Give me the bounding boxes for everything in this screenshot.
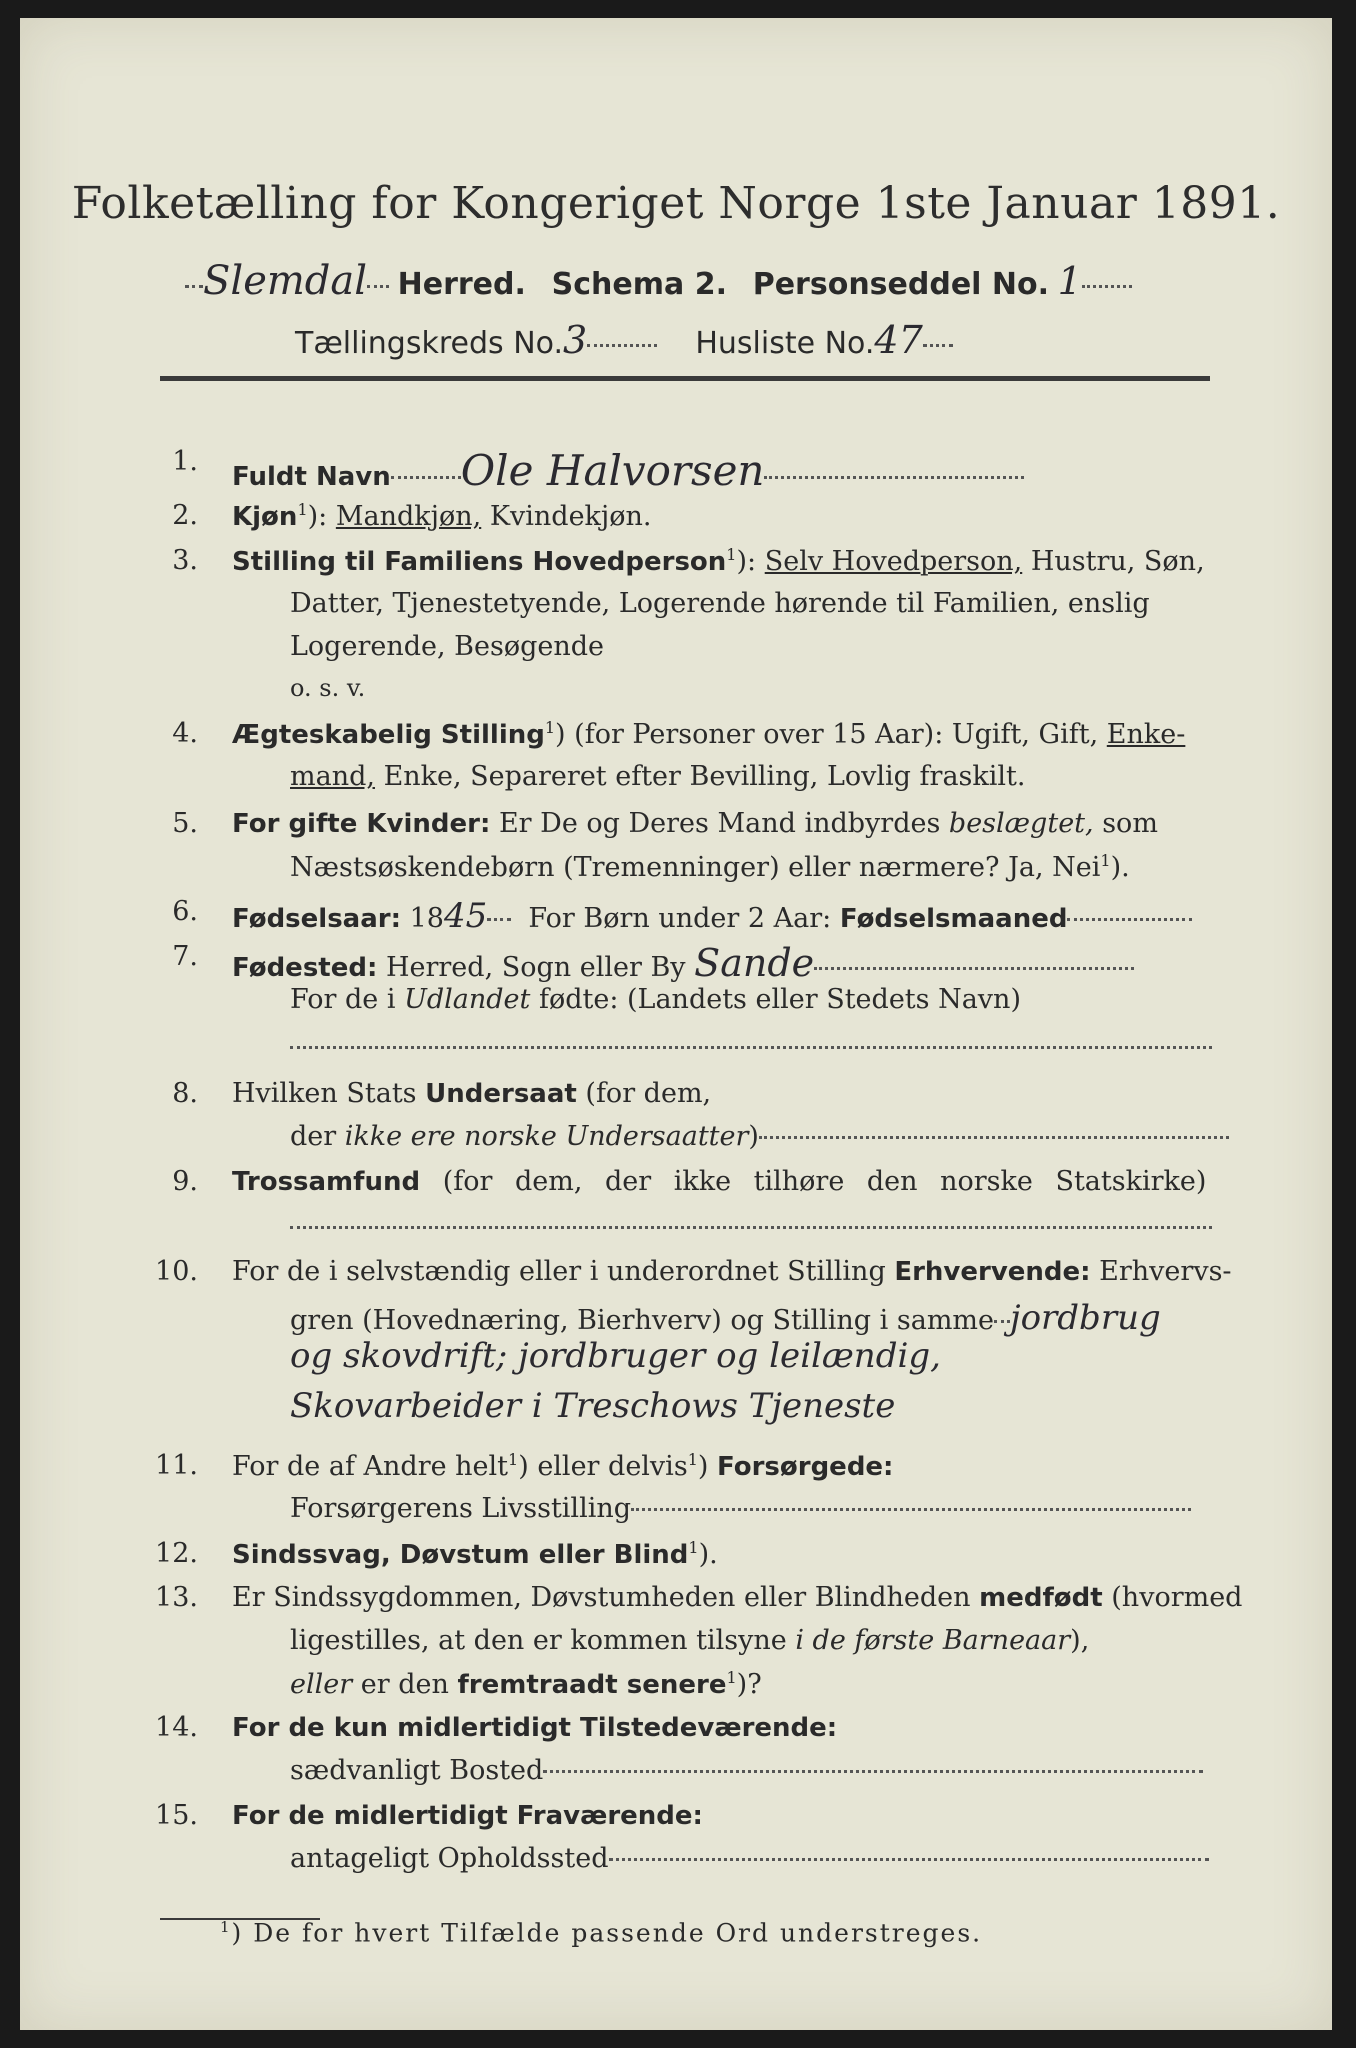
q9-dotted-line [290, 1224, 1212, 1229]
q12-label: Sindssvag, Døvstum eller Blind [232, 1540, 689, 1570]
q7-line2-row [290, 984, 1021, 1015]
q9-label: Trossamfund [232, 1167, 421, 1197]
q8-label: Undersaat [425, 1079, 577, 1109]
q15-number: 15. [155, 1800, 198, 1831]
personseddel-label: Personseddel No. [752, 267, 1050, 302]
q11-line2: Forsørgerens Livsstilling [290, 1493, 632, 1524]
q10-value1: jordbrug [1010, 1298, 1161, 1338]
q12-end: ). [698, 1539, 718, 1570]
herred-value: Slemdal [203, 258, 368, 304]
q8-line1a: Hvilken Stats [232, 1078, 417, 1109]
q10-value2-row [290, 1336, 941, 1376]
footnote-text: ) De for hvert Tilfælde passende Ord understreges. [231, 1918, 983, 1948]
q8-number: 8. [172, 1078, 198, 1109]
q3-sup: 1 [726, 545, 737, 564]
q8-line2-italic: ikke ere norske Undersaatter [344, 1121, 749, 1152]
q10-line1a: For de i selvstændig eller i underordnet Stilling [232, 1256, 886, 1287]
q13-line3-row [290, 1668, 762, 1700]
q14-label: For de kun midlertidigt Tilstedeværende: [232, 1713, 838, 1743]
kreds-label: Tællingskreds No. [295, 326, 563, 361]
q11-line1c: ) [697, 1451, 709, 1482]
q4-line2-row [290, 761, 1025, 792]
q10-line2: gren (Hovednæring, Bierhverv) og Stilling i samme [290, 1305, 995, 1336]
q9-line1: (for dem, der ikke tilhøre den norske Statskirke) [442, 1166, 1207, 1197]
q3-line2: Datter, Tjenestetyende, Logerende hørende til Familien, enslig [290, 588, 1150, 619]
q11-line2-row [290, 1493, 1191, 1524]
q10-value3-row [290, 1386, 895, 1426]
q4-option-enkemand-a: Enke- [1106, 719, 1186, 750]
q5-line2-row [290, 851, 1130, 883]
q2-colon: ): [307, 501, 328, 532]
q8-line2a: der [290, 1121, 337, 1152]
q11-label: Forsørgede: [717, 1452, 894, 1482]
q13-line2a: ligestilles, at den er kommen tilsyne [290, 1625, 787, 1656]
q13-number: 13. [155, 1582, 198, 1613]
footnote-sup: 1 [220, 1918, 232, 1936]
q7-value: Sande [694, 941, 815, 985]
q6-label2: Fødselsmaaned [839, 904, 1068, 934]
q3-line3: Logerende, Besøgende [290, 631, 604, 662]
q14-number: 14. [155, 1712, 198, 1743]
q15-label: For de midlertidigt Fraværende: [232, 1801, 703, 1831]
q13-line1a: Er Sindssygdommen, Døvstumheden eller Blindheden [232, 1582, 971, 1613]
q11-number: 11. [155, 1450, 198, 1481]
schema-label: Schema 2. [551, 267, 727, 302]
q1-value: Ole Halvorsen [460, 446, 765, 495]
q15-line2: antageligt Opholdssted [290, 1843, 609, 1874]
q1-label: Fuldt Navn [232, 462, 391, 492]
census-form-sheet [20, 18, 1332, 2030]
q12-sup: 1 [688, 1538, 699, 1557]
footnote [220, 1918, 982, 1947]
q7-dotted-line [290, 1044, 1212, 1049]
husliste-value: 47 [874, 318, 923, 362]
personseddel-value: 1 [1057, 259, 1082, 303]
q6-mid: For Børn under 2 Aar: [528, 903, 832, 934]
q13-line2-italic: i de første Barneaar [795, 1625, 1071, 1656]
q7-line2-italic: Udlandet [404, 984, 531, 1015]
q9-number: 9. [172, 1166, 198, 1197]
q10-line2-row [290, 1298, 1161, 1338]
kreds-line [295, 318, 953, 362]
q5-sup: 1 [1100, 851, 1111, 870]
herred-line [185, 258, 1132, 304]
q3-number: 3. [172, 545, 198, 576]
header-rule [160, 376, 1210, 381]
q13-label: medfødt [979, 1583, 1103, 1613]
q3-colon: ): [736, 546, 757, 577]
q11-line1b: ) eller delvis [518, 1451, 688, 1482]
q13-label2: fremtraadt senere [457, 1670, 727, 1700]
q4-sup: 1 [544, 718, 556, 737]
q7-number: 7. [172, 941, 198, 972]
q2-option-kvindekjon: Kvindekjøn. [489, 501, 652, 532]
q13-line2-row: ligestilles, at den er kommen tilsyne i de første Barneaar), [290, 1625, 1090, 1656]
q6-value: 45 [443, 896, 488, 936]
q4-line2: Enke, Separeret efter Bevilling, Lovlig fraskilt. [383, 761, 1026, 792]
q5-line2: Næstsøskendebørn (Tremenninger) eller nærmere? Ja, Nei [290, 852, 1101, 883]
q6-prefix: 18 [409, 903, 444, 934]
q5-label: For gifte Kvinder: [232, 809, 491, 839]
q13-line1b: (hvormed [1111, 1582, 1243, 1613]
q10-label: Erhvervende: [894, 1257, 1091, 1287]
kreds-value: 3 [563, 318, 588, 362]
q4-label: Ægteskabelig Stilling [232, 720, 545, 750]
q7-line2b: fødte: (Landets eller Stedets Navn) [538, 984, 1021, 1015]
q7-line1: Herred, Sogn eller By [385, 952, 686, 983]
q13-sup: 1 [726, 1668, 737, 1687]
q3-label: Stilling til Familiens Hovedperson [232, 547, 727, 577]
form-title: Folketælling for Kongeriget Norge 1ste Januar 1891. [71, 178, 1281, 229]
q10-line1b: Erhvervs- [1099, 1256, 1232, 1287]
q5-italic: beslægtet, [948, 808, 1094, 839]
q2-option-mandkjon: Mandkjøn, [335, 501, 482, 532]
q6-label: Fødselsaar: [232, 904, 401, 934]
q11-sup2: 1 [687, 1450, 698, 1469]
q3-line1-rest: Hustru, Søn, [1030, 546, 1205, 577]
q12-number: 12. [155, 1538, 198, 1569]
q15-line2-row [290, 1843, 1209, 1874]
q8-line1b: (for dem, [585, 1078, 712, 1109]
q11-line1a: For de af Andre helt [232, 1451, 509, 1482]
q5-line1-end: som [1102, 808, 1158, 839]
q4-option-enkemand-b: mand, [290, 761, 375, 792]
q1-number: 1. [172, 446, 198, 477]
husliste-label: Husliste No. [695, 326, 875, 361]
q13-line3a: er den [360, 1669, 449, 1700]
q13-end: )? [736, 1669, 762, 1700]
q11-sup1: 1 [508, 1450, 519, 1469]
q13-line3-italic: eller [290, 1669, 353, 1700]
q4-number: 4. [172, 718, 198, 749]
q7-line2a: For de i [290, 984, 396, 1015]
q14-line2-row [290, 1755, 1203, 1786]
q3-option-selv-hovedperson: Selv Hovedperson, [764, 546, 1023, 577]
q5-number: 5. [172, 808, 198, 839]
q2-number: 2. [172, 500, 198, 531]
q7-label: Fødested: [232, 953, 378, 983]
q10-value2: og skovdrift; jordbruger og leilændig, [290, 1336, 941, 1376]
q14-line2: sædvanligt Bosted [290, 1755, 544, 1786]
q2-sup: 1 [297, 500, 308, 519]
q5-line1: Er De og Deres Mand indbyrdes [498, 808, 941, 839]
q10-value3: Skovarbeider i Treschows Tjeneste [290, 1386, 896, 1426]
herred-label: Herred. [397, 267, 526, 302]
q5-end: ). [1110, 852, 1130, 883]
q10-number: 10. [155, 1256, 198, 1287]
q2-label: Kjøn [232, 502, 298, 532]
q3-line4: o. s. v. [290, 674, 366, 702]
q8-line2-row: der ikke ere norske Undersaatter) [290, 1121, 1229, 1152]
q6-number: 6. [172, 896, 198, 927]
q4-line1: ) (for Personer over 15 Aar): Ugift, Gift, [555, 719, 1099, 750]
